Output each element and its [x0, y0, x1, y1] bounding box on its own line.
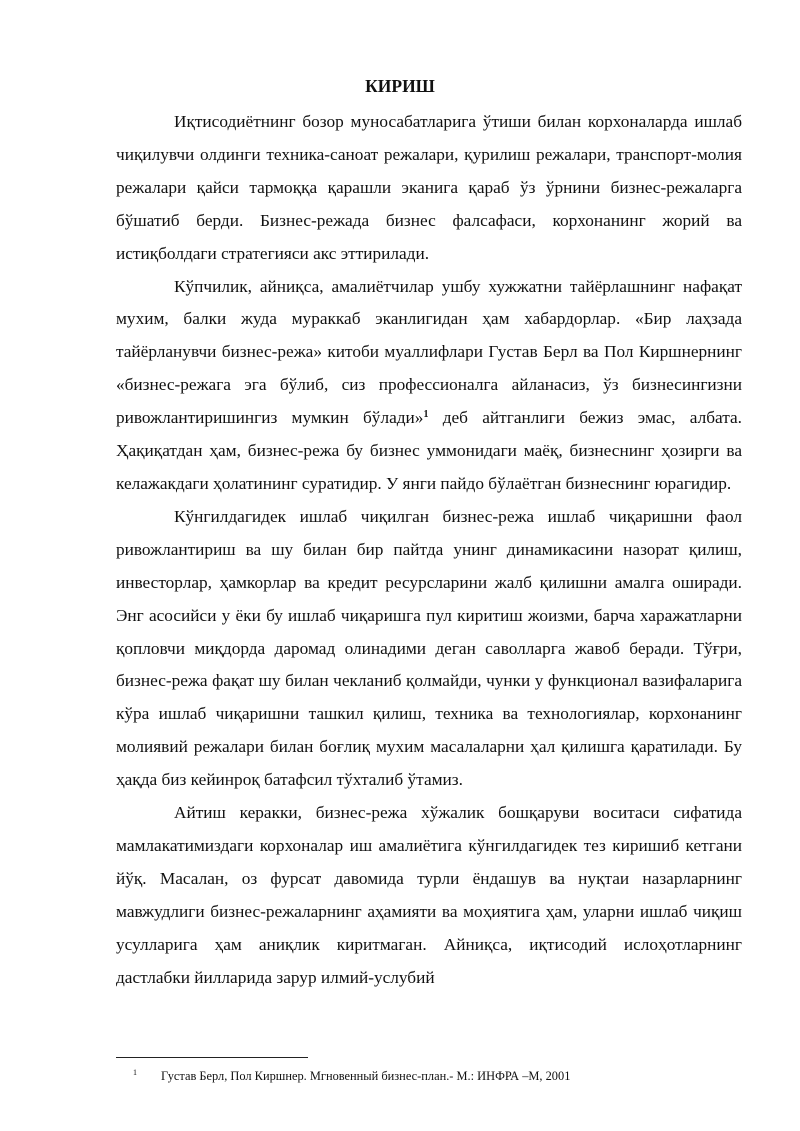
- paragraph-1: [116, 106, 742, 271]
- paragraph-4: [116, 797, 742, 994]
- page-title: КИРИШ: [365, 76, 435, 96]
- paragraph-text: Иқтисодиётнинг бозор муносабатларига ўтиши билан корхоналарда ишлаб чиқилувчи олдинги техника-саноат режалари, қурилиш режалари, транспорт-молия режалари қайси тармоққа қарашли эканига қараб ўз ўрнини бизнес-режаларга бўшатиб берди. Бизнес-режада бизнес фалсафаси, корхонанинг жорий ва истиқболдаги стратегияси акс эттирилади.: [116, 112, 742, 263]
- footnote-marker: 1: [133, 1068, 137, 1077]
- paragraph-text: Кўпчилик, айниқса, амалиётчилар ушбу хужжатни тайёрлашнинг нафақат мухим, балки жуда мураккаб эканлигидан ҳам хабардорлар. «Бир лаҳзада тайёрланувчи бизнес-режа» китоби муаллифлари Густав Берл ва Пол Киршнернинг «бизнес-режага эга бўлиб, сиз профессионалга айланасиз, ўз бизнесингизни ривожлантиришингиз мумкин бўлади»: [116, 276, 742, 428]
- footnote-separator: [116, 1057, 308, 1058]
- paragraph-text: деб айтганлиги бежиз эмас, албата. Ҳақиқатдан ҳам, бизнес-режа бу бизнес уммонидаги маёқ, бизнеснинг ҳозирги ва келажакдаги ҳолатининг суратидир. У янги пайдо бўлаётган бизнеснинг юрагидир.: [116, 408, 742, 493]
- body-text: [116, 106, 742, 994]
- paragraph-text: Айтиш керакки, бизнес-режа хўжалик бошқаруви воситаси сифатида мамлакатимиздаги корхоналар иш амалиётига кўнгилдагидек тез киришиб кетгани йўқ. Масалан, оз фурсат давомида турли ёндашув ва нуқтаи назарларнинг мавжудлиги бизнес-режаларнинг аҳамияти ва моҳиятига ҳам, уларни ишлаб чиқиш усулларига ҳам аниқлик киритмаган. Айниқса, иқтисодий ислоҳотларнинг дастлабки йилларида зарур илмий-услубий: [116, 803, 742, 987]
- paragraph-text: Кўнгилдагидек ишлаб чиқилган бизнес-режа ишлаб чиқаришни фаол ривожлантириш ва шу билан бир пайтда унинг динамикасини назорат қилиш, инвесторлар, ҳамкорлар ва кредит ресурсларини жалб қилишни амалга оширади. Энг асосийси у ёки бу ишлаб чиқаришга пул киритиш жоизми, барча харажатларни қопловчи миқдорда даромад олинадими деган саволларга жавоб беради. Тўғри, бизнес-режа фақат шу билан чекланиб қолмайди, чунки у функционал вазифаларига кўра ишлаб чиқаришни ташкил қилиш, техника ва технологиялар, корхонанинг молиявий режалари билан боғлиқ мухим масалаларни ҳал қилишга қаратилади. Бу ҳақда биз кейинроқ батафсил тўхталиб ўтамиз.: [116, 506, 742, 790]
- footnote-reference[interactable]: 1: [423, 409, 429, 421]
- paragraph-2: [116, 271, 742, 501]
- footnote-text: Густав Берл, Пол Киршнер. Мгновенный бизнес-план.- М.: ИНФРА –М, 2001: [161, 1069, 571, 1083]
- paragraph-3: [116, 501, 742, 797]
